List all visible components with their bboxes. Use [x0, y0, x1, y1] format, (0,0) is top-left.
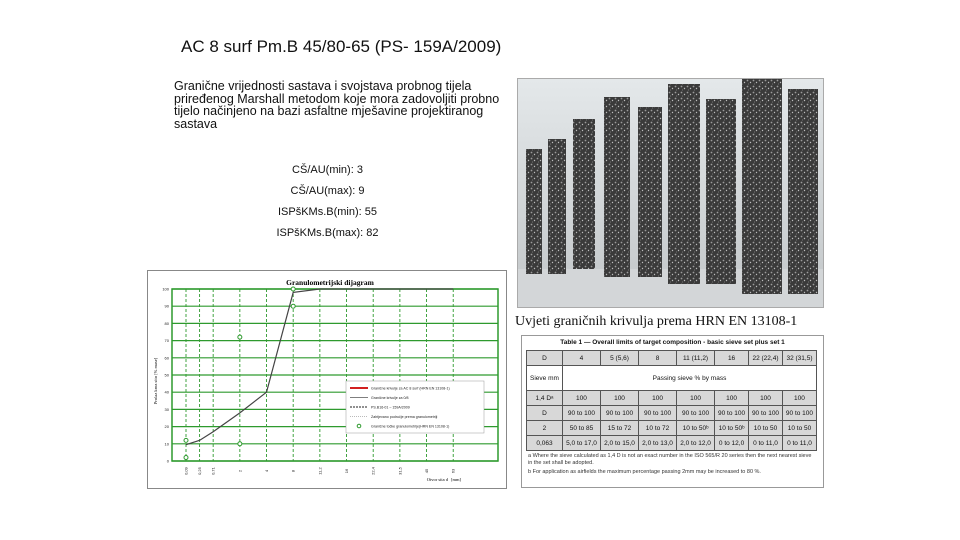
limit-isp-min: ISPšKMs.B(min): 55 — [277, 206, 378, 218]
table-cell: 2,0 to 13,0 — [639, 436, 677, 451]
table-cell: 0,063 — [527, 436, 563, 451]
limit-point — [238, 442, 242, 446]
legend-label: Granične krivulje za 0/8 — [371, 396, 409, 400]
table-header-cell: 16 — [715, 351, 749, 366]
chart-legend — [346, 381, 484, 433]
x-tick-label: 0,09 — [183, 467, 189, 475]
photo-caption: Uvjeti graničnih krivulja prema HRN EN 13108-1 — [515, 314, 798, 329]
table-header-cell: 32 (31,5) — [782, 351, 816, 366]
y-tick-label: 80 — [164, 320, 169, 326]
table-cell: 100 — [677, 391, 715, 406]
chart-xlabel-unit: [mm] — [451, 477, 461, 482]
table-row — [527, 391, 817, 406]
legend-label: Granične krivulje za AC 8 surf (HRN EN 13108-1) — [371, 386, 450, 391]
table-header-cell: D — [527, 351, 563, 366]
x-tick-label: 22,4 — [370, 467, 376, 475]
table-row — [527, 406, 817, 421]
table-cell: 90 to 100 — [782, 406, 816, 421]
table-cell: 90 to 100 — [677, 406, 715, 421]
table-cell: 15 to 72 — [601, 421, 639, 436]
legend-label: PS.B16-01 – 159A/2009 — [371, 405, 410, 410]
limit-csau-min: CŠ/AU(min): 3 — [292, 164, 363, 176]
x-tick-label: 31,5 — [397, 467, 403, 475]
table-cell: 10 to 50 — [749, 421, 783, 436]
table-row — [527, 421, 817, 436]
x-tick-label: 45 — [424, 468, 430, 474]
table-header-cell: 4 — [562, 351, 600, 366]
grading-chart — [147, 270, 507, 489]
table-header-cell: 8 — [639, 351, 677, 366]
table-cell: 2 — [527, 421, 563, 436]
x-tick-label: 4 — [264, 469, 270, 473]
table-cell: 90 to 100 — [562, 406, 600, 421]
grading-limits-table — [526, 350, 817, 451]
x-tick-label: 11,2 — [317, 467, 323, 475]
table-header-cell: 5 (5,6) — [601, 351, 639, 366]
limit-point — [184, 456, 188, 460]
limit-point — [291, 287, 295, 291]
y-tick-label: 40 — [164, 389, 169, 395]
table-subheader-sieve: Sieve mm — [527, 366, 563, 391]
limit-point — [238, 335, 242, 339]
y-tick-label: 100 — [162, 286, 169, 292]
y-tick-label: 30 — [164, 406, 169, 412]
table-subheader-passing: Passing sieve % by mass — [562, 366, 816, 391]
table-cell: 1,4 Dᵃ — [527, 391, 563, 406]
table-cell: 100 — [639, 391, 677, 406]
chart-title: Granulometrijski dijagram — [286, 278, 374, 287]
table-cell: 0 to 11,0 — [749, 436, 783, 451]
y-tick-label: 0 — [166, 458, 169, 464]
limit-point — [184, 438, 188, 442]
table-cell: 2,0 to 15,0 — [601, 436, 639, 451]
y-tick-label: 20 — [164, 424, 169, 430]
y-tick-label: 90 — [164, 303, 169, 309]
x-tick-label: 0,71 — [210, 467, 216, 475]
slide-title: AC 8 surf Pm.B 45/80-65 (PS- 159A/2009) — [181, 37, 502, 56]
table-note-b: b For application as airfields the maximum percentage passing 2mm may be increased to 80 %. — [528, 469, 761, 475]
asphalt-specimens-photo — [517, 78, 824, 308]
limit-point — [291, 304, 295, 308]
table-cell: 90 to 100 — [715, 406, 749, 421]
table-note-a: a Where the sieve calculated as 1,4 D is not an exact number in the ISO 565/R 20 series then the next nearest sieve in the set shall be adopted. — [528, 453, 812, 466]
table-cell: 10 to 72 — [639, 421, 677, 436]
x-tick-label: 8 — [290, 469, 296, 473]
y-tick-label: 60 — [164, 355, 169, 361]
table-cell: 0 to 12,0 — [715, 436, 749, 451]
table-cell: 100 — [715, 391, 749, 406]
table-header-row — [527, 351, 817, 366]
table-subheader-row — [527, 366, 817, 391]
table-cell: 100 — [782, 391, 816, 406]
table-cell: 2,0 to 12,0 — [677, 436, 715, 451]
table-cell: 100 — [562, 391, 600, 406]
table-cell: 10 to 50ᵇ — [677, 421, 715, 436]
y-tick-label: 10 — [164, 441, 169, 447]
x-tick-label: 0,25 — [197, 467, 203, 475]
slide-description: Granične vrijednosti sastava i svojstava probnog tijela priređenog Marshall metodom koje mora zadovoljiti probno tijelo načinjeno na bazi asfaltne mješavine projektiranog sastava — [174, 79, 500, 131]
y-tick-label: 70 — [164, 338, 169, 344]
limit-csau-max: CŠ/AU(max): 9 — [290, 185, 365, 197]
x-tick-label: 2 — [237, 469, 243, 473]
table-cell: 10 to 50ᵇ — [715, 421, 749, 436]
table-cell: 5,0 to 17,0 — [562, 436, 600, 451]
y-tick-label: 50 — [164, 372, 169, 378]
legend-label: Zahtjevano područje prema granulometriji — [371, 415, 438, 419]
table-cell: 0 to 11,0 — [782, 436, 816, 451]
legend-swatch — [357, 424, 361, 428]
table-cell: 90 to 100 — [639, 406, 677, 421]
limit-isp-max: ISPšKMs.B(max): 82 — [276, 227, 379, 239]
grading-chart-svg — [148, 271, 506, 488]
chart-xlabel: Otvor sita d — [426, 477, 448, 482]
table-caption: Table 1 — Overall limits of target composition - basic sieve set plus set 1 — [560, 339, 785, 346]
table-row — [527, 436, 817, 451]
legend-label: Granične točke granulometrije(HRN EN 13108-1) — [371, 424, 450, 429]
table-cell: 10 to 50 — [782, 421, 816, 436]
x-tick-label: 63 — [450, 468, 456, 474]
table-header-cell: 11 (11,2) — [677, 351, 715, 366]
limit-values — [260, 160, 395, 244]
table-cell: 90 to 100 — [601, 406, 639, 421]
x-tick-label: 16 — [344, 468, 350, 474]
table-cell: 100 — [749, 391, 783, 406]
table-header-cell: 22 (22,4) — [749, 351, 783, 366]
grading-limits-table-box — [521, 335, 824, 488]
table-cell: D — [527, 406, 563, 421]
chart-ylabel: Prolaz kroz sito [% mase] — [153, 357, 158, 405]
table-cell: 50 to 85 — [562, 421, 600, 436]
table-cell: 100 — [601, 391, 639, 406]
table-cell: 90 to 100 — [749, 406, 783, 421]
